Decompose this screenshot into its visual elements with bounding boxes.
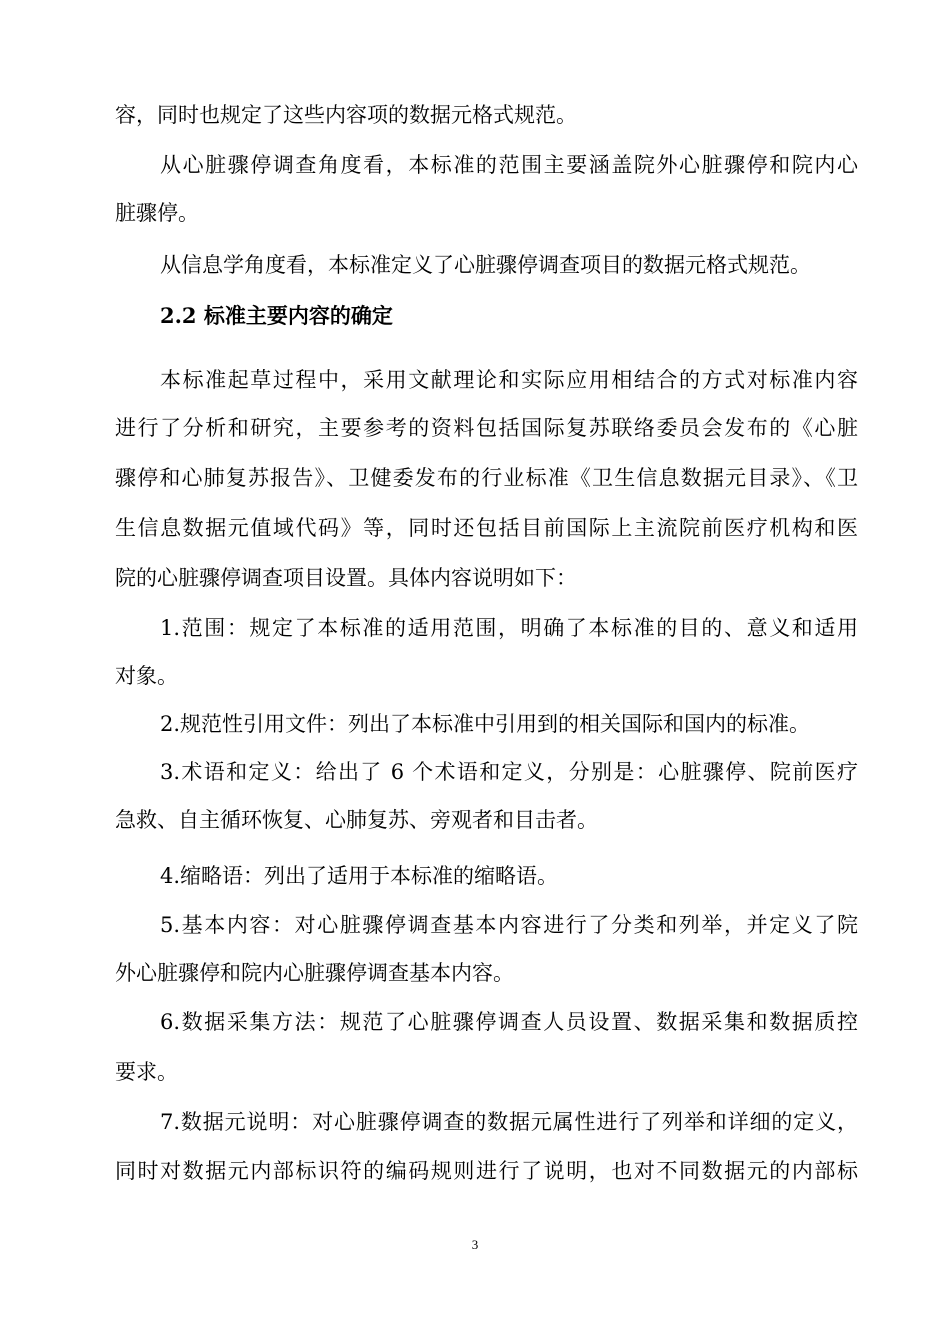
list-item-line: 同时对数据元内部标识符的编码规则进行了说明，也对不同数据元的内部标 [115,1159,858,1183]
list-item-line: 7.数据元说明：对心脏骤停调查的数据元属性进行了列举和详细的定义， [160,1110,858,1134]
body-text-line: 院的心脏骤停调查项目设置。具体内容说明如下： [115,566,577,590]
body-text-line: 本标准起草过程中，采用文献理论和实际应用相结合的方式对标准内容 [160,368,858,392]
list-item-line: 对象。 [115,664,178,688]
list-item-line: 3.术语和定义：给出了 6 个术语和定义，分别是：心脏骤停、院前医疗 [160,760,858,784]
list-item-line: 1.范围：规定了本标准的适用范围，明确了本标准的目的、意义和适用 [160,616,858,640]
list-item-line: 5.基本内容：对心脏骤停调查基本内容进行了分类和列举，并定义了院 [160,913,858,937]
section-heading: 2.2 标准主要内容的确定 [160,303,393,328]
body-text-line: 脏骤停。 [115,201,199,225]
body-text-line: 从心脏骤停调查角度看，本标准的范围主要涵盖院外心脏骤停和院内心 [160,153,858,177]
body-text-line: 从信息学角度看，本标准定义了心脏骤停调查项目的数据元格式规范。 [160,253,811,277]
list-item-line: 2.规范性引用文件：列出了本标准中引用到的相关国际和国内的标准。 [160,712,811,736]
list-item-line: 4.缩略语：列出了适用于本标准的缩略语。 [160,864,559,888]
page-number: 3 [471,1237,479,1252]
list-item-line: 6.数据采集方法：规范了心脏骤停调查人员设置、数据采集和数据质控 [160,1010,858,1034]
body-text-line: 骤停和心肺复苏报告》、卫健委发布的行业标准《卫生信息数据元目录》、《卫 [115,466,858,490]
body-text-line: 生信息数据元值域代码》等，同时还包括目前国际上主流院前医疗机构和医 [115,516,858,540]
body-text-line: 进行了分析和研究，主要参考的资料包括国际复苏联络委员会发布的《心脏 [115,416,858,440]
list-item-line: 要求。 [115,1060,178,1084]
list-item-line: 急救、自主循环恢复、心肺复苏、旁观者和目击者。 [115,808,598,832]
list-item-line: 外心脏骤停和院内心脏骤停调查基本内容。 [115,961,514,985]
body-text-line: 容，同时也规定了这些内容项的数据元格式规范。 [115,103,577,127]
